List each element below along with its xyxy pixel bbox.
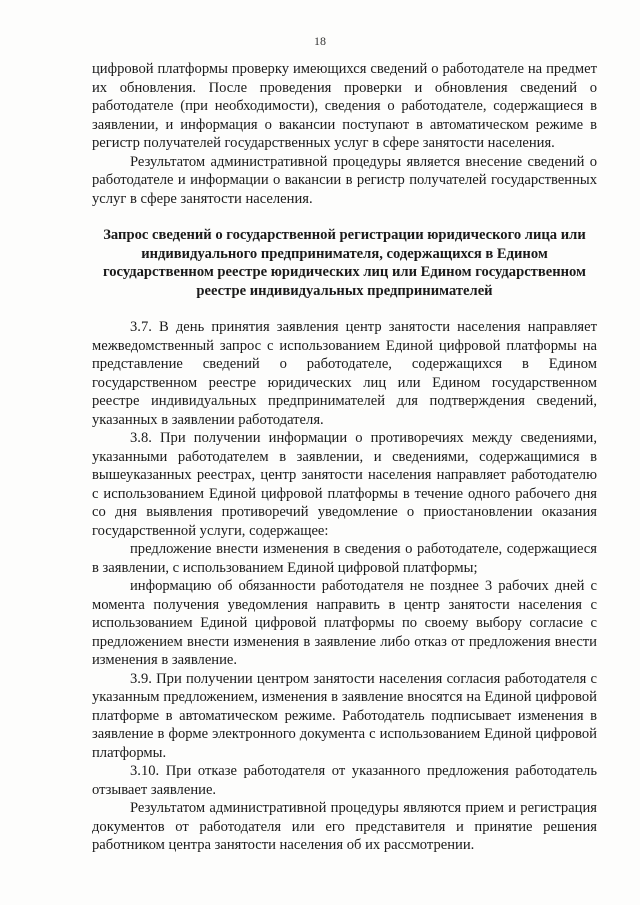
paragraph-3-10: 3.10. При отказе работодателя от указанного предложения работодатель отзывает заявление. [92,763,597,798]
spacer [92,208,597,226]
paragraph-3-9: 3.9. При получении центром занятости населения согласия работодателя с указанным предложением, изменения в заявление вносятся на Единой цифровой платформе в автоматическом режиме. Работодатель подписывает изменения в заявление в форме электронного документа с использованием Единой цифровой платформы. [92,670,597,761]
page-number: 18 [314,34,326,48]
paragraph-3-7: 3.7. В день принятия заявления центр занятости населения направляет межведомственный запрос с использованием Единой цифровой платформы на представление сведений о работодателе, содержащихся в Едином государственном реестре юридических лиц или Едином государственном реестре индивидуальных предпринимателей для подтверждения сведений, указанных в заявлении работодателя. [92,319,597,428]
section-heading: Запрос сведений о государственной регистрации юридического лица или индивидуального предпринимателя, содержащихся в Едином государственном реестре юридических лиц или Едином государственном реестре индивидуальных предпринимателей [102,227,586,299]
paragraph-3-8: 3.8. При получении информации о противоречиях между сведениями, указанными работодателем в заявлении, и сведениями, содержащимися в вышеуказанных реестрах, центр занятости населения направляет работодателю с использованием Единой цифровой платформы в течение одного рабочего дня со дня выявления противоречий уведомление о приостановлении оказания государственной услуги, содержащее: [92,430,597,539]
list-item-obligation: информацию об обязанности работодателя не позднее 3 рабочих дней с момента получения уведомления направить в центр занятости населения с использованием Единой цифровой платформы по своему выбору согласие с предложением внести изменения в заявление либо отказ от предложения внести изменения в заявление. [92,578,597,668]
paragraph-result-register: Результатом административной процедуры является внесение сведений о работодателе и информации о вакансии в регистр получателей государственных услуг в сфере занятости населения. [92,153,597,207]
list-item-proposal: предложение внести изменения в сведения о работодателе, содержащиеся в заявлении, с использованием Единой цифровой платформы; [92,541,597,576]
spacer [92,300,597,318]
paragraph-result-acceptance: Результатом административной процедуры являются прием и регистрация документов от работодателя или его представителя и принятие решения работником центра занятости населения об их рассмотрении. [92,800,597,853]
document-body [92,60,597,855]
paragraph-continuation: цифровой платформы проверку имеющихся сведений о работодателе на предмет их обновления. После проведения проверки и обновления сведений о работодателе (при необходимости), сведения о работодателе, содержащиеся в заявлении, и информация о вакансии поступают в автоматическом режиме в регистр получателей государственных услуг в сфере занятости населения. [92,61,597,151]
